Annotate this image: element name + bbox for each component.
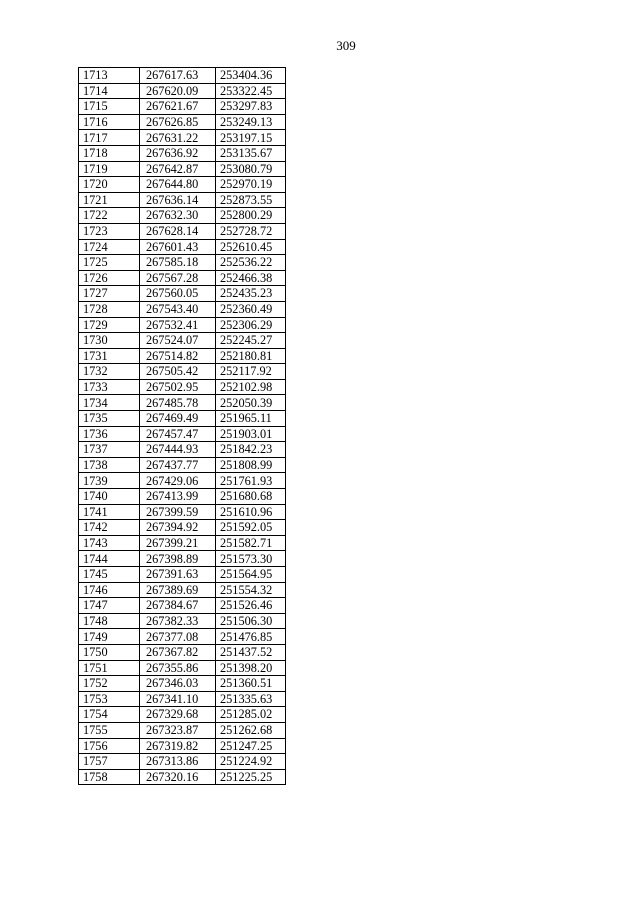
point-number-cell: 1737: [79, 442, 140, 458]
x-coordinate-cell: 267632.30: [140, 208, 216, 224]
point-number-cell: 1757: [79, 754, 140, 770]
y-coordinate-cell: 252245.27: [216, 333, 286, 349]
point-number-cell: 1753: [79, 691, 140, 707]
table-row: [79, 99, 286, 115]
x-coordinate-cell: 267644.80: [140, 177, 216, 193]
x-coordinate-cell: 267398.89: [140, 551, 216, 567]
table-row: [79, 676, 286, 692]
x-coordinate-cell: 267313.86: [140, 754, 216, 770]
y-coordinate-cell: 251285.02: [216, 707, 286, 723]
x-coordinate-cell: 267457.47: [140, 426, 216, 442]
y-coordinate-cell: 252800.29: [216, 208, 286, 224]
x-coordinate-cell: 267560.05: [140, 286, 216, 302]
table-row: [79, 489, 286, 505]
table-row: [79, 426, 286, 442]
table-row: [79, 707, 286, 723]
x-coordinate-cell: 267532.41: [140, 317, 216, 333]
x-coordinate-cell: 267437.77: [140, 457, 216, 473]
x-coordinate-cell: 267444.93: [140, 442, 216, 458]
y-coordinate-cell: 251903.01: [216, 426, 286, 442]
x-coordinate-cell: 267636.92: [140, 145, 216, 161]
x-coordinate-cell: 267502.95: [140, 379, 216, 395]
y-coordinate-cell: 251506.30: [216, 613, 286, 629]
point-number-cell: 1721: [79, 192, 140, 208]
x-coordinate-cell: 267469.49: [140, 411, 216, 427]
table-row: [79, 364, 286, 380]
y-coordinate-cell: 251564.95: [216, 567, 286, 583]
point-number-cell: 1749: [79, 629, 140, 645]
point-number-cell: 1748: [79, 613, 140, 629]
point-number-cell: 1722: [79, 208, 140, 224]
y-coordinate-cell: 251225.25: [216, 769, 286, 785]
x-coordinate-cell: 267636.14: [140, 192, 216, 208]
table-row: [79, 598, 286, 614]
table-row: [79, 286, 286, 302]
x-coordinate-cell: 267399.59: [140, 504, 216, 520]
coordinates-table: [78, 67, 286, 785]
table-row: [79, 317, 286, 333]
y-coordinate-cell: 251761.93: [216, 473, 286, 489]
y-coordinate-cell: 253135.67: [216, 145, 286, 161]
table-row: [79, 504, 286, 520]
point-number-cell: 1738: [79, 457, 140, 473]
point-number-cell: 1741: [79, 504, 140, 520]
point-number-cell: 1716: [79, 114, 140, 130]
point-number-cell: 1714: [79, 83, 140, 99]
point-number-cell: 1728: [79, 301, 140, 317]
x-coordinate-cell: 267626.85: [140, 114, 216, 130]
x-coordinate-cell: 267323.87: [140, 722, 216, 738]
y-coordinate-cell: 252435.23: [216, 286, 286, 302]
y-coordinate-cell: 253197.15: [216, 130, 286, 146]
x-coordinate-cell: 267367.82: [140, 644, 216, 660]
y-coordinate-cell: 253080.79: [216, 161, 286, 177]
point-number-cell: 1751: [79, 660, 140, 676]
x-coordinate-cell: 267601.43: [140, 239, 216, 255]
y-coordinate-cell: 252610.45: [216, 239, 286, 255]
x-coordinate-cell: 267341.10: [140, 691, 216, 707]
point-number-cell: 1723: [79, 223, 140, 239]
x-coordinate-cell: 267628.14: [140, 223, 216, 239]
table-row: [79, 348, 286, 364]
x-coordinate-cell: 267384.67: [140, 598, 216, 614]
x-coordinate-cell: 267355.86: [140, 660, 216, 676]
y-coordinate-cell: 253404.36: [216, 68, 286, 84]
x-coordinate-cell: 267394.92: [140, 520, 216, 536]
x-coordinate-cell: 267377.08: [140, 629, 216, 645]
point-number-cell: 1755: [79, 722, 140, 738]
table-row: [79, 161, 286, 177]
point-number-cell: 1735: [79, 411, 140, 427]
table-row: [79, 442, 286, 458]
y-coordinate-cell: 251808.99: [216, 457, 286, 473]
table-row: [79, 738, 286, 754]
y-coordinate-cell: 252180.81: [216, 348, 286, 364]
table-row: [79, 660, 286, 676]
y-coordinate-cell: 251526.46: [216, 598, 286, 614]
point-number-cell: 1724: [79, 239, 140, 255]
point-number-cell: 1746: [79, 582, 140, 598]
table-row: [79, 754, 286, 770]
x-coordinate-cell: 267413.99: [140, 489, 216, 505]
x-coordinate-cell: 267524.07: [140, 333, 216, 349]
y-coordinate-cell: 252873.55: [216, 192, 286, 208]
table-row: [79, 457, 286, 473]
y-coordinate-cell: 252306.29: [216, 317, 286, 333]
point-number-cell: 1734: [79, 395, 140, 411]
x-coordinate-cell: 267543.40: [140, 301, 216, 317]
point-number-cell: 1729: [79, 317, 140, 333]
y-coordinate-cell: 251680.68: [216, 489, 286, 505]
x-coordinate-cell: 267514.82: [140, 348, 216, 364]
table-row: [79, 567, 286, 583]
table-row: [79, 270, 286, 286]
point-number-cell: 1756: [79, 738, 140, 754]
y-coordinate-cell: 251437.52: [216, 644, 286, 660]
table-row: [79, 691, 286, 707]
table-row: [79, 613, 286, 629]
y-coordinate-cell: 252050.39: [216, 395, 286, 411]
table-row: [79, 520, 286, 536]
point-number-cell: 1743: [79, 535, 140, 551]
y-coordinate-cell: 252102.98: [216, 379, 286, 395]
x-coordinate-cell: 267631.22: [140, 130, 216, 146]
table-row: [79, 301, 286, 317]
coordinates-table-body: [79, 68, 286, 785]
point-number-cell: 1754: [79, 707, 140, 723]
point-number-cell: 1713: [79, 68, 140, 84]
table-row: [79, 722, 286, 738]
y-coordinate-cell: 251965.11: [216, 411, 286, 427]
x-coordinate-cell: 267399.21: [140, 535, 216, 551]
x-coordinate-cell: 267429.06: [140, 473, 216, 489]
table-row: [79, 411, 286, 427]
y-coordinate-cell: 252728.72: [216, 223, 286, 239]
y-coordinate-cell: 252117.92: [216, 364, 286, 380]
y-coordinate-cell: 251573.30: [216, 551, 286, 567]
x-coordinate-cell: 267382.33: [140, 613, 216, 629]
x-coordinate-cell: 267621.67: [140, 99, 216, 115]
y-coordinate-cell: 251476.85: [216, 629, 286, 645]
table-row: [79, 239, 286, 255]
point-number-cell: 1730: [79, 333, 140, 349]
point-number-cell: 1758: [79, 769, 140, 785]
point-number-cell: 1740: [79, 489, 140, 505]
y-coordinate-cell: 251360.51: [216, 676, 286, 692]
y-coordinate-cell: 253322.45: [216, 83, 286, 99]
x-coordinate-cell: 267485.78: [140, 395, 216, 411]
y-coordinate-cell: 252360.49: [216, 301, 286, 317]
x-coordinate-cell: 267389.69: [140, 582, 216, 598]
table-row: [79, 192, 286, 208]
table-row: [79, 769, 286, 785]
y-coordinate-cell: 252970.19: [216, 177, 286, 193]
y-coordinate-cell: 252466.38: [216, 270, 286, 286]
point-number-cell: 1726: [79, 270, 140, 286]
y-coordinate-cell: 251262.68: [216, 722, 286, 738]
table-row: [79, 114, 286, 130]
x-coordinate-cell: 267329.68: [140, 707, 216, 723]
x-coordinate-cell: 267620.09: [140, 83, 216, 99]
table-row: [79, 629, 286, 645]
point-number-cell: 1745: [79, 567, 140, 583]
point-number-cell: 1750: [79, 644, 140, 660]
table-row: [79, 473, 286, 489]
point-number-cell: 1717: [79, 130, 140, 146]
point-number-cell: 1718: [79, 145, 140, 161]
point-number-cell: 1715: [79, 99, 140, 115]
y-coordinate-cell: 253297.83: [216, 99, 286, 115]
x-coordinate-cell: 267391.63: [140, 567, 216, 583]
x-coordinate-cell: 267346.03: [140, 676, 216, 692]
point-number-cell: 1732: [79, 364, 140, 380]
table-row: [79, 551, 286, 567]
point-number-cell: 1719: [79, 161, 140, 177]
y-coordinate-cell: 251592.05: [216, 520, 286, 536]
page-number: 309: [336, 38, 356, 53]
table-row: [79, 130, 286, 146]
y-coordinate-cell: 253249.13: [216, 114, 286, 130]
y-coordinate-cell: 251842.23: [216, 442, 286, 458]
x-coordinate-cell: 267320.16: [140, 769, 216, 785]
y-coordinate-cell: 251224.92: [216, 754, 286, 770]
table-row: [79, 535, 286, 551]
point-number-cell: 1739: [79, 473, 140, 489]
table-row: [79, 177, 286, 193]
x-coordinate-cell: 267642.87: [140, 161, 216, 177]
y-coordinate-cell: 251247.25: [216, 738, 286, 754]
x-coordinate-cell: 267319.82: [140, 738, 216, 754]
x-coordinate-cell: 267585.18: [140, 255, 216, 271]
table-row: [79, 395, 286, 411]
point-number-cell: 1733: [79, 379, 140, 395]
y-coordinate-cell: 251610.96: [216, 504, 286, 520]
table-row: [79, 644, 286, 660]
point-number-cell: 1720: [79, 177, 140, 193]
x-coordinate-cell: 267617.63: [140, 68, 216, 84]
point-number-cell: 1747: [79, 598, 140, 614]
point-number-cell: 1742: [79, 520, 140, 536]
table-row: [79, 145, 286, 161]
table-row: [79, 379, 286, 395]
y-coordinate-cell: 251582.71: [216, 535, 286, 551]
table-row: [79, 208, 286, 224]
point-number-cell: 1725: [79, 255, 140, 271]
table-row: [79, 83, 286, 99]
point-number-cell: 1727: [79, 286, 140, 302]
table-row: [79, 333, 286, 349]
x-coordinate-cell: 267567.28: [140, 270, 216, 286]
table-row: [79, 255, 286, 271]
point-number-cell: 1752: [79, 676, 140, 692]
y-coordinate-cell: 251554.32: [216, 582, 286, 598]
table-row: [79, 223, 286, 239]
y-coordinate-cell: 251398.20: [216, 660, 286, 676]
table-row: [79, 582, 286, 598]
y-coordinate-cell: 252536.22: [216, 255, 286, 271]
x-coordinate-cell: 267505.42: [140, 364, 216, 380]
point-number-cell: 1744: [79, 551, 140, 567]
table-row: [79, 68, 286, 84]
point-number-cell: 1731: [79, 348, 140, 364]
point-number-cell: 1736: [79, 426, 140, 442]
y-coordinate-cell: 251335.63: [216, 691, 286, 707]
